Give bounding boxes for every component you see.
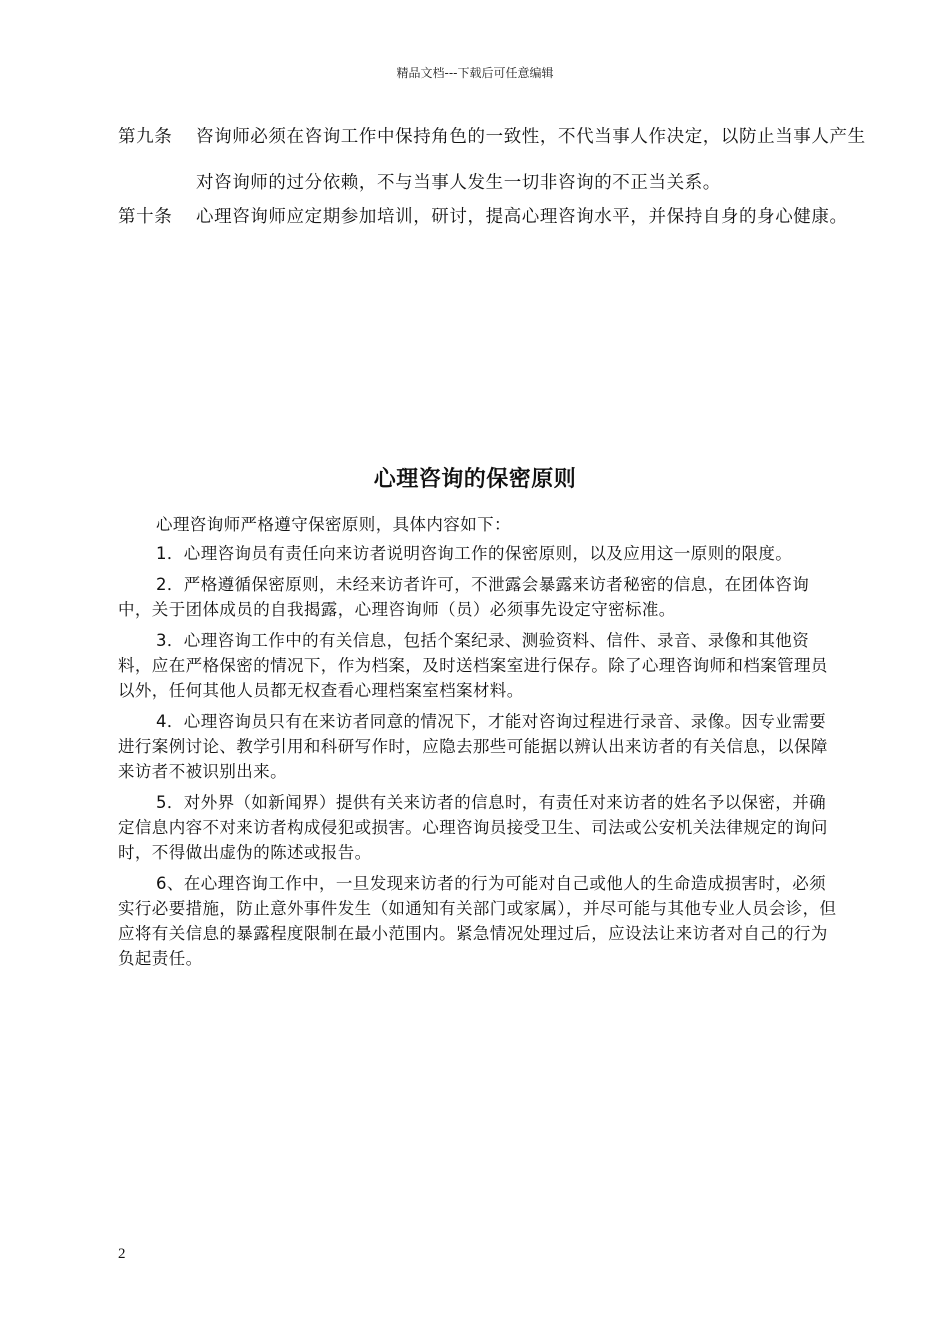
principle-item-6: 6、在心理咨询工作中，一旦发现来访者的行为可能对自己或他人的生命造成损害时，必须实行必要措施，防止意外事件发生（如通知有关部门或家属），并尽可能与其他专业人员会诊，但应将有关信息的暴露程度限制在最小范围内。紧急情况处理过后，应设法让来访者对自己的行为负起责任。 bbox=[118, 874, 837, 968]
principles-body bbox=[118, 512, 842, 977]
article-9-text: 咨询师必须在咨询工作中保持角色的一致性，不代当事人作决定，以防止当事人产生对咨询师的过分依赖，不与当事人发生一切非咨询的不正当关系。 bbox=[196, 127, 866, 193]
principles-intro: 心理咨询师严格遵守保密原则，具体内容如下： bbox=[156, 515, 511, 534]
article-10-label: 第十条 bbox=[118, 207, 173, 227]
principle-item-1: 1．心理咨询员有责任向来访者说明咨询工作的保密原则，以及应用这一原则的限度。 bbox=[156, 544, 793, 563]
principle-item-5: 5．对外界（如新闻界）提供有关来访者的信息时，有责任对来访者的姓名予以保密，并确定信息内容不对来访者构成侵犯或损害。心理咨询员接受卫生、司法或公安机关法律规定的询问时，不得做出虚伪的陈述或报告。 bbox=[118, 793, 828, 862]
article-9-label: 第九条 bbox=[118, 127, 173, 147]
section-title: 心理咨询的保密原则 bbox=[373, 467, 577, 492]
article-10-text: 心理咨询师应定期参加培训，研讨，提高心理咨询水平，并保持自身的身心健康。 bbox=[196, 207, 848, 227]
principle-item-2: 2．严格遵循保密原则，未经来访者许可，不泄露会暴露来访者秘密的信息，在团体咨询中，关于团体成员的自我揭露，心理咨询师（员）必须事先设定守密标准。 bbox=[118, 575, 810, 619]
page-header: 精品文档---下载后可任意编辑 bbox=[396, 66, 554, 80]
page-number: 2 bbox=[118, 1246, 126, 1262]
article-9 bbox=[118, 114, 878, 206]
principle-item-3: 3．心理咨询工作中的有关信息，包括个案纪录、测验资料、信件、录音、录像和其他资料，应在严格保密的情况下，作为档案，及时送档案室进行保存。除了心理咨询师和档案管理员以外，任何其他人员都无权查看心理档案室档案材料。 bbox=[118, 631, 828, 700]
article-10 bbox=[118, 194, 878, 240]
principle-item-4: 4．心理咨询员只有在来访者同意的情况下，才能对咨询过程进行录音、录像。因专业需要进行案例讨论、教学引用和科研写作时，应隐去那些可能据以辨认出来访者的有关信息，以保障来访者不被识别出来。 bbox=[118, 712, 828, 781]
